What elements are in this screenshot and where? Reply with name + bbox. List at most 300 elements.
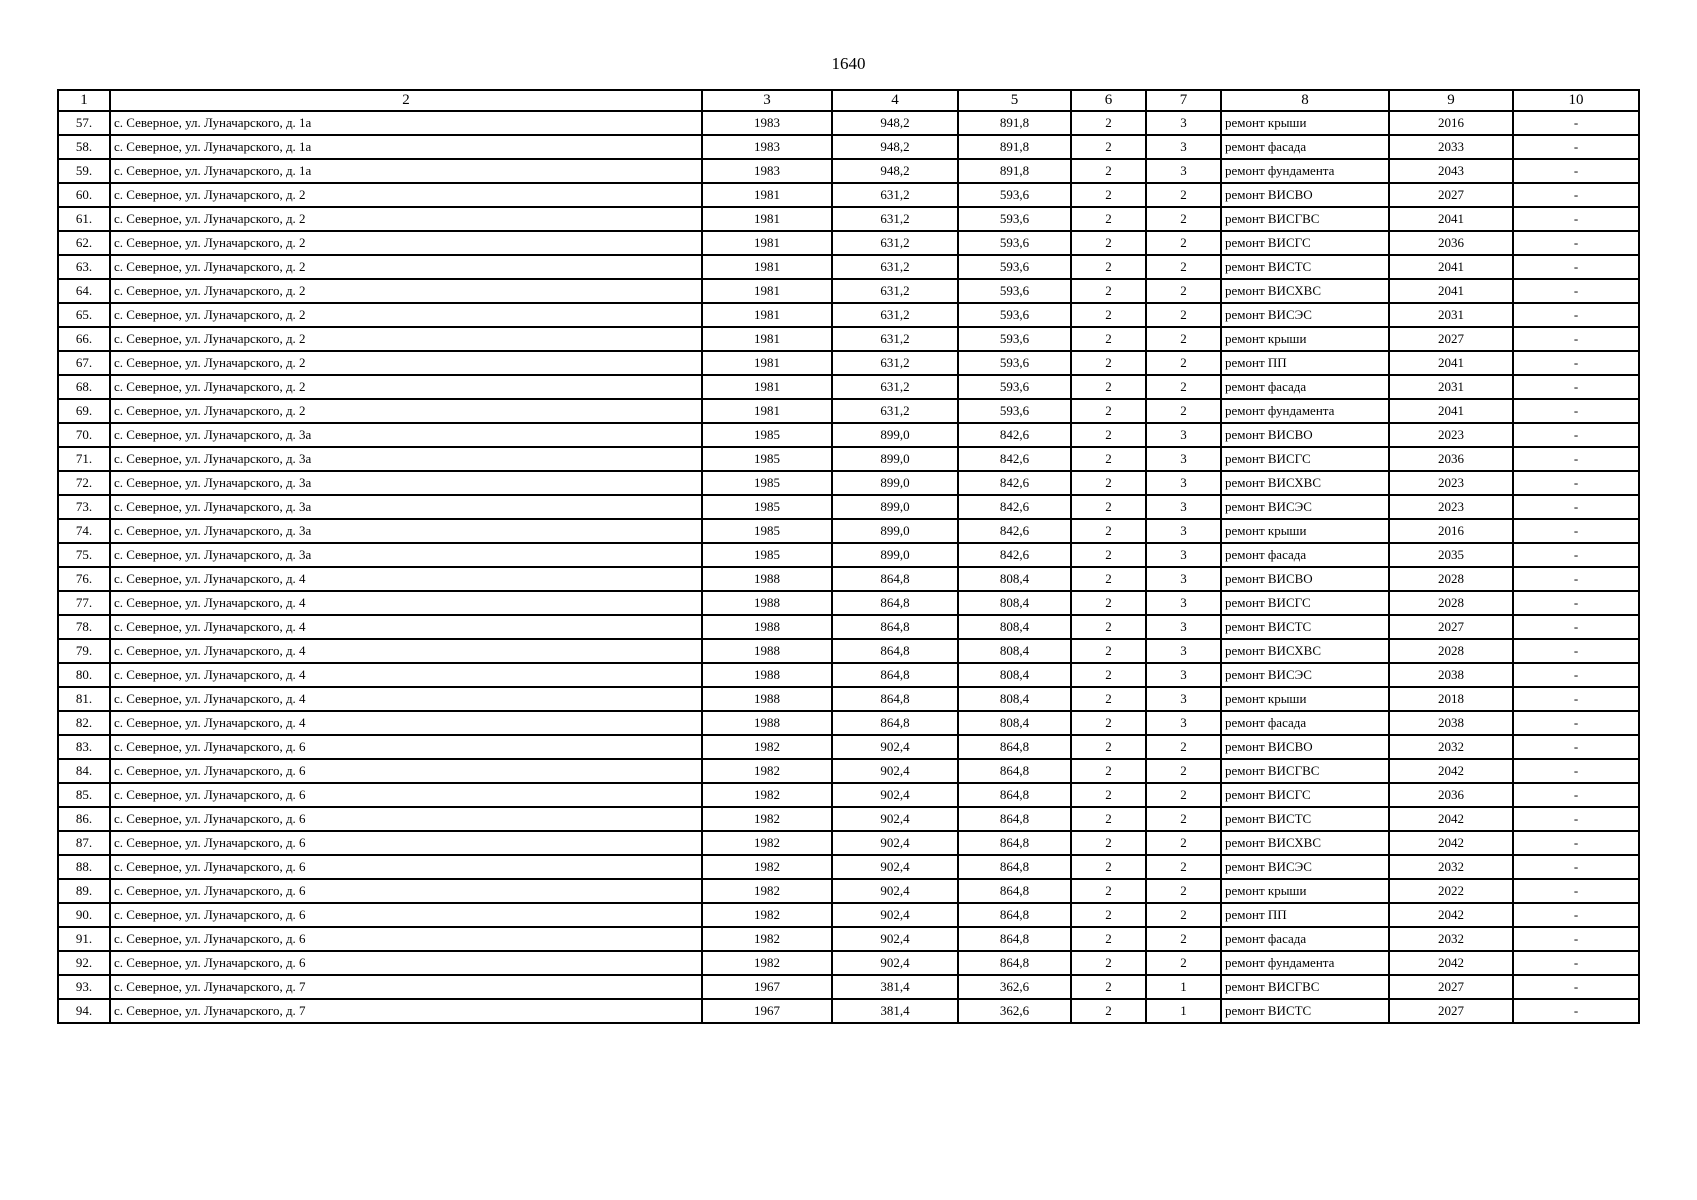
entrances-cell: 2 — [1146, 783, 1221, 807]
note-cell: - — [1513, 759, 1639, 783]
construction-year-cell: 1982 — [702, 903, 832, 927]
living-area-cell: 593,6 — [958, 399, 1071, 423]
table-row — [58, 735, 1639, 759]
total-area-cell: 381,4 — [832, 999, 958, 1023]
living-area-cell: 864,8 — [958, 927, 1071, 951]
table-row — [58, 975, 1639, 999]
table-row — [58, 111, 1639, 135]
living-area-cell: 864,8 — [958, 735, 1071, 759]
planned-year-cell: 2016 — [1389, 519, 1513, 543]
construction-year-cell: 1988 — [702, 687, 832, 711]
total-area-cell: 864,8 — [832, 591, 958, 615]
floors-cell: 2 — [1071, 375, 1146, 399]
entrances-cell: 3 — [1146, 519, 1221, 543]
total-area-cell: 902,4 — [832, 855, 958, 879]
entrances-cell: 2 — [1146, 375, 1221, 399]
note-cell: - — [1513, 423, 1639, 447]
entrances-cell: 3 — [1146, 111, 1221, 135]
living-area-cell: 808,4 — [958, 639, 1071, 663]
address-cell: с. Северное, ул. Луначарского, д. 1а — [110, 111, 702, 135]
total-area-cell: 899,0 — [832, 519, 958, 543]
address-cell: с. Северное, ул. Луначарского, д. 6 — [110, 807, 702, 831]
planned-year-cell: 2022 — [1389, 879, 1513, 903]
living-area-cell: 593,6 — [958, 327, 1071, 351]
column-header: 10 — [1513, 90, 1639, 111]
table-row — [58, 183, 1639, 207]
address-cell: с. Северное, ул. Луначарского, д. 4 — [110, 591, 702, 615]
total-area-cell: 864,8 — [832, 663, 958, 687]
column-header: 2 — [110, 90, 702, 111]
total-area-cell: 899,0 — [832, 471, 958, 495]
column-header: 3 — [702, 90, 832, 111]
planned-year-cell: 2042 — [1389, 903, 1513, 927]
work-type-cell: ремонт ВИСВО — [1221, 183, 1389, 207]
table-row — [58, 567, 1639, 591]
table-row — [58, 399, 1639, 423]
note-cell: - — [1513, 351, 1639, 375]
entrances-cell: 2 — [1146, 759, 1221, 783]
note-cell: - — [1513, 279, 1639, 303]
work-type-cell: ремонт фундамента — [1221, 951, 1389, 975]
note-cell: - — [1513, 855, 1639, 879]
row-number-cell: 84. — [58, 759, 110, 783]
note-cell: - — [1513, 999, 1639, 1023]
note-cell: - — [1513, 231, 1639, 255]
planned-year-cell: 2042 — [1389, 831, 1513, 855]
row-number-cell: 93. — [58, 975, 110, 999]
total-area-cell: 631,2 — [832, 303, 958, 327]
row-number-cell: 65. — [58, 303, 110, 327]
row-number-cell: 76. — [58, 567, 110, 591]
note-cell: - — [1513, 327, 1639, 351]
address-cell: с. Северное, ул. Луначарского, д. 4 — [110, 615, 702, 639]
work-type-cell: ремонт ВИСЭС — [1221, 495, 1389, 519]
row-number-cell: 82. — [58, 711, 110, 735]
living-area-cell: 864,8 — [958, 759, 1071, 783]
total-area-cell: 631,2 — [832, 231, 958, 255]
entrances-cell: 2 — [1146, 399, 1221, 423]
construction-year-cell: 1981 — [702, 279, 832, 303]
floors-cell: 2 — [1071, 207, 1146, 231]
living-area-cell: 808,4 — [958, 615, 1071, 639]
construction-year-cell: 1983 — [702, 135, 832, 159]
construction-year-cell: 1982 — [702, 807, 832, 831]
floors-cell: 2 — [1071, 423, 1146, 447]
table-row — [58, 207, 1639, 231]
floors-cell: 2 — [1071, 351, 1146, 375]
total-area-cell: 902,4 — [832, 879, 958, 903]
total-area-cell: 899,0 — [832, 543, 958, 567]
table-row — [58, 159, 1639, 183]
row-number-cell: 63. — [58, 255, 110, 279]
construction-year-cell: 1985 — [702, 471, 832, 495]
construction-year-cell: 1988 — [702, 567, 832, 591]
note-cell: - — [1513, 207, 1639, 231]
total-area-cell: 864,8 — [832, 687, 958, 711]
construction-year-cell: 1982 — [702, 879, 832, 903]
work-type-cell: ремонт фасада — [1221, 135, 1389, 159]
address-cell: с. Северное, ул. Луначарского, д. 3а — [110, 495, 702, 519]
note-cell: - — [1513, 951, 1639, 975]
row-number-cell: 57. — [58, 111, 110, 135]
total-area-cell: 864,8 — [832, 567, 958, 591]
floors-cell: 2 — [1071, 759, 1146, 783]
planned-year-cell: 2042 — [1389, 951, 1513, 975]
table-row — [58, 855, 1639, 879]
note-cell: - — [1513, 783, 1639, 807]
work-type-cell: ремонт крыши — [1221, 111, 1389, 135]
work-type-cell: ремонт крыши — [1221, 879, 1389, 903]
work-type-cell: ремонт ВИСХВС — [1221, 639, 1389, 663]
entrances-cell: 2 — [1146, 879, 1221, 903]
row-number-cell: 87. — [58, 831, 110, 855]
construction-year-cell: 1981 — [702, 183, 832, 207]
work-type-cell: ремонт ВИСТС — [1221, 999, 1389, 1023]
entrances-cell: 3 — [1146, 423, 1221, 447]
table-row — [58, 327, 1639, 351]
entrances-cell: 3 — [1146, 687, 1221, 711]
work-type-cell: ремонт фундамента — [1221, 159, 1389, 183]
total-area-cell: 899,0 — [832, 447, 958, 471]
note-cell: - — [1513, 735, 1639, 759]
floors-cell: 2 — [1071, 279, 1146, 303]
note-cell: - — [1513, 687, 1639, 711]
living-area-cell: 864,8 — [958, 879, 1071, 903]
living-area-cell: 593,6 — [958, 183, 1071, 207]
row-number-cell: 78. — [58, 615, 110, 639]
construction-year-cell: 1981 — [702, 327, 832, 351]
work-type-cell: ремонт ПП — [1221, 903, 1389, 927]
table-row — [58, 135, 1639, 159]
note-cell: - — [1513, 111, 1639, 135]
entrances-cell: 2 — [1146, 951, 1221, 975]
note-cell: - — [1513, 903, 1639, 927]
total-area-cell: 381,4 — [832, 975, 958, 999]
total-area-cell: 902,4 — [832, 927, 958, 951]
living-area-cell: 593,6 — [958, 255, 1071, 279]
total-area-cell: 631,2 — [832, 399, 958, 423]
address-cell: с. Северное, ул. Луначарского, д. 6 — [110, 951, 702, 975]
construction-year-cell: 1985 — [702, 423, 832, 447]
planned-year-cell: 2028 — [1389, 591, 1513, 615]
floors-cell: 2 — [1071, 303, 1146, 327]
address-cell: с. Северное, ул. Луначарского, д. 6 — [110, 855, 702, 879]
work-type-cell: ремонт ВИСЭС — [1221, 663, 1389, 687]
row-number-cell: 61. — [58, 207, 110, 231]
address-cell: с. Северное, ул. Луначарского, д. 2 — [110, 279, 702, 303]
total-area-cell: 899,0 — [832, 423, 958, 447]
construction-year-cell: 1982 — [702, 735, 832, 759]
address-cell: с. Северное, ул. Луначарского, д. 4 — [110, 639, 702, 663]
planned-year-cell: 2027 — [1389, 615, 1513, 639]
address-cell: с. Северное, ул. Луначарского, д. 4 — [110, 687, 702, 711]
planned-year-cell: 2027 — [1389, 327, 1513, 351]
table-row — [58, 951, 1639, 975]
entrances-cell: 1 — [1146, 999, 1221, 1023]
row-number-cell: 73. — [58, 495, 110, 519]
table-row — [58, 591, 1639, 615]
construction-year-cell: 1982 — [702, 783, 832, 807]
floors-cell: 2 — [1071, 591, 1146, 615]
planned-year-cell: 2036 — [1389, 783, 1513, 807]
table-row — [58, 903, 1639, 927]
construction-year-cell: 1985 — [702, 519, 832, 543]
row-number-cell: 83. — [58, 735, 110, 759]
total-area-cell: 864,8 — [832, 639, 958, 663]
planned-year-cell: 2041 — [1389, 279, 1513, 303]
entrances-cell: 3 — [1146, 591, 1221, 615]
floors-cell: 2 — [1071, 735, 1146, 759]
construction-year-cell: 1988 — [702, 639, 832, 663]
work-type-cell: ремонт ВИСГВС — [1221, 207, 1389, 231]
total-area-cell: 631,2 — [832, 183, 958, 207]
total-area-cell: 902,4 — [832, 831, 958, 855]
entrances-cell: 2 — [1146, 807, 1221, 831]
row-number-cell: 66. — [58, 327, 110, 351]
table-row — [58, 495, 1639, 519]
row-number-cell: 94. — [58, 999, 110, 1023]
table-row — [58, 231, 1639, 255]
row-number-cell: 92. — [58, 951, 110, 975]
row-number-cell: 77. — [58, 591, 110, 615]
work-type-cell: ремонт ВИСГВС — [1221, 759, 1389, 783]
entrances-cell: 2 — [1146, 183, 1221, 207]
entrances-cell: 3 — [1146, 663, 1221, 687]
living-area-cell: 808,4 — [958, 663, 1071, 687]
entrances-cell: 2 — [1146, 255, 1221, 279]
address-cell: с. Северное, ул. Луначарского, д. 6 — [110, 903, 702, 927]
address-cell: с. Северное, ул. Луначарского, д. 2 — [110, 399, 702, 423]
table-row — [58, 999, 1639, 1023]
row-number-cell: 72. — [58, 471, 110, 495]
row-number-cell: 89. — [58, 879, 110, 903]
column-header: 1 — [58, 90, 110, 111]
address-cell: с. Северное, ул. Луначарского, д. 4 — [110, 663, 702, 687]
floors-cell: 2 — [1071, 711, 1146, 735]
construction-year-cell: 1983 — [702, 111, 832, 135]
work-type-cell: ремонт ВИСВО — [1221, 735, 1389, 759]
address-cell: с. Северное, ул. Луначарского, д. 2 — [110, 207, 702, 231]
table-row — [58, 279, 1639, 303]
note-cell: - — [1513, 567, 1639, 591]
living-area-cell: 864,8 — [958, 855, 1071, 879]
planned-year-cell: 2033 — [1389, 135, 1513, 159]
table-row — [58, 831, 1639, 855]
table-row — [58, 927, 1639, 951]
row-number-cell: 58. — [58, 135, 110, 159]
row-number-cell: 79. — [58, 639, 110, 663]
construction-year-cell: 1982 — [702, 855, 832, 879]
total-area-cell: 948,2 — [832, 135, 958, 159]
table-row — [58, 879, 1639, 903]
construction-year-cell: 1982 — [702, 927, 832, 951]
table-body — [58, 111, 1639, 1023]
entrances-cell: 3 — [1146, 615, 1221, 639]
note-cell: - — [1513, 447, 1639, 471]
table-row — [58, 471, 1639, 495]
floors-cell: 2 — [1071, 663, 1146, 687]
note-cell: - — [1513, 663, 1639, 687]
planned-year-cell: 2041 — [1389, 351, 1513, 375]
note-cell: - — [1513, 303, 1639, 327]
row-number-cell: 90. — [58, 903, 110, 927]
work-type-cell: ремонт ВИСГС — [1221, 783, 1389, 807]
construction-year-cell: 1981 — [702, 255, 832, 279]
note-cell: - — [1513, 135, 1639, 159]
table-row — [58, 615, 1639, 639]
address-cell: с. Северное, ул. Луначарского, д. 3а — [110, 447, 702, 471]
floors-cell: 2 — [1071, 399, 1146, 423]
floors-cell: 2 — [1071, 927, 1146, 951]
work-type-cell: ремонт фундамента — [1221, 399, 1389, 423]
table-row — [58, 519, 1639, 543]
floors-cell: 2 — [1071, 831, 1146, 855]
planned-year-cell: 2027 — [1389, 183, 1513, 207]
floors-cell: 2 — [1071, 111, 1146, 135]
construction-year-cell: 1985 — [702, 543, 832, 567]
construction-year-cell: 1982 — [702, 759, 832, 783]
planned-year-cell: 2038 — [1389, 663, 1513, 687]
floors-cell: 2 — [1071, 183, 1146, 207]
living-area-cell: 891,8 — [958, 159, 1071, 183]
address-cell: с. Северное, ул. Луначарского, д. 1а — [110, 135, 702, 159]
table-row — [58, 783, 1639, 807]
address-cell: с. Северное, ул. Луначарского, д. 2 — [110, 327, 702, 351]
total-area-cell: 899,0 — [832, 495, 958, 519]
note-cell: - — [1513, 183, 1639, 207]
work-type-cell: ремонт крыши — [1221, 327, 1389, 351]
living-area-cell: 362,6 — [958, 975, 1071, 999]
row-number-cell: 62. — [58, 231, 110, 255]
entrances-cell: 2 — [1146, 831, 1221, 855]
floors-cell: 2 — [1071, 807, 1146, 831]
entrances-cell: 2 — [1146, 207, 1221, 231]
row-number-cell: 88. — [58, 855, 110, 879]
capital-repair-table — [57, 89, 1640, 1024]
note-cell: - — [1513, 927, 1639, 951]
row-number-cell: 91. — [58, 927, 110, 951]
work-type-cell: ремонт ВИСВО — [1221, 423, 1389, 447]
address-cell: с. Северное, ул. Луначарского, д. 2 — [110, 375, 702, 399]
column-header: 4 — [832, 90, 958, 111]
note-cell: - — [1513, 807, 1639, 831]
planned-year-cell: 2023 — [1389, 423, 1513, 447]
work-type-cell: ремонт ВИСХВС — [1221, 831, 1389, 855]
note-cell: - — [1513, 639, 1639, 663]
living-area-cell: 593,6 — [958, 303, 1071, 327]
address-cell: с. Северное, ул. Луначарского, д. 2 — [110, 255, 702, 279]
total-area-cell: 902,4 — [832, 759, 958, 783]
note-cell: - — [1513, 375, 1639, 399]
floors-cell: 2 — [1071, 951, 1146, 975]
construction-year-cell: 1988 — [702, 591, 832, 615]
address-cell: с. Северное, ул. Луначарского, д. 2 — [110, 303, 702, 327]
total-area-cell: 902,4 — [832, 951, 958, 975]
row-number-cell: 85. — [58, 783, 110, 807]
address-cell: с. Северное, ул. Луначарского, д. 7 — [110, 975, 702, 999]
address-cell: с. Северное, ул. Луначарского, д. 1а — [110, 159, 702, 183]
address-cell: с. Северное, ул. Луначарского, д. 2 — [110, 231, 702, 255]
work-type-cell: ремонт фасада — [1221, 927, 1389, 951]
table-row — [58, 255, 1639, 279]
row-number-cell: 67. — [58, 351, 110, 375]
living-area-cell: 891,8 — [958, 135, 1071, 159]
living-area-cell: 593,6 — [958, 231, 1071, 255]
construction-year-cell: 1981 — [702, 207, 832, 231]
address-cell: с. Северное, ул. Луначарского, д. 6 — [110, 831, 702, 855]
floors-cell: 2 — [1071, 999, 1146, 1023]
address-cell: с. Северное, ул. Луначарского, д. 6 — [110, 759, 702, 783]
total-area-cell: 948,2 — [832, 159, 958, 183]
living-area-cell: 864,8 — [958, 807, 1071, 831]
total-area-cell: 631,2 — [832, 279, 958, 303]
total-area-cell: 864,8 — [832, 615, 958, 639]
construction-year-cell: 1981 — [702, 351, 832, 375]
note-cell: - — [1513, 975, 1639, 999]
total-area-cell: 902,4 — [832, 735, 958, 759]
floors-cell: 2 — [1071, 855, 1146, 879]
living-area-cell: 842,6 — [958, 543, 1071, 567]
planned-year-cell: 2032 — [1389, 735, 1513, 759]
table-row — [58, 423, 1639, 447]
total-area-cell: 902,4 — [832, 783, 958, 807]
row-number-cell: 71. — [58, 447, 110, 471]
living-area-cell: 864,8 — [958, 903, 1071, 927]
planned-year-cell: 2038 — [1389, 711, 1513, 735]
note-cell: - — [1513, 543, 1639, 567]
column-header: 5 — [958, 90, 1071, 111]
living-area-cell: 891,8 — [958, 111, 1071, 135]
construction-year-cell: 1985 — [702, 495, 832, 519]
living-area-cell: 842,6 — [958, 471, 1071, 495]
note-cell: - — [1513, 255, 1639, 279]
work-type-cell: ремонт ВИСХВС — [1221, 279, 1389, 303]
work-type-cell: ремонт ВИСГС — [1221, 447, 1389, 471]
construction-year-cell: 1981 — [702, 399, 832, 423]
planned-year-cell: 2036 — [1389, 447, 1513, 471]
floors-cell: 2 — [1071, 567, 1146, 591]
construction-year-cell: 1982 — [702, 831, 832, 855]
planned-year-cell: 2041 — [1389, 207, 1513, 231]
row-number-cell: 68. — [58, 375, 110, 399]
address-cell: с. Северное, ул. Луначарского, д. 2 — [110, 183, 702, 207]
table-row — [58, 303, 1639, 327]
address-cell: с. Северное, ул. Луначарского, д. 3а — [110, 423, 702, 447]
entrances-cell: 2 — [1146, 903, 1221, 927]
total-area-cell: 902,4 — [832, 807, 958, 831]
entrances-cell: 2 — [1146, 231, 1221, 255]
construction-year-cell: 1967 — [702, 999, 832, 1023]
floors-cell: 2 — [1071, 471, 1146, 495]
construction-year-cell: 1982 — [702, 951, 832, 975]
planned-year-cell: 2023 — [1389, 495, 1513, 519]
total-area-cell: 631,2 — [832, 327, 958, 351]
floors-cell: 2 — [1071, 639, 1146, 663]
construction-year-cell: 1967 — [702, 975, 832, 999]
work-type-cell: ремонт ВИСХВС — [1221, 471, 1389, 495]
total-area-cell: 864,8 — [832, 711, 958, 735]
row-number-cell: 59. — [58, 159, 110, 183]
address-cell: с. Северное, ул. Луначарского, д. 3а — [110, 471, 702, 495]
total-area-cell: 631,2 — [832, 255, 958, 279]
address-cell: с. Северное, ул. Луначарского, д. 4 — [110, 567, 702, 591]
entrances-cell: 2 — [1146, 735, 1221, 759]
row-number-cell: 69. — [58, 399, 110, 423]
work-type-cell: ремонт ВИСЭС — [1221, 855, 1389, 879]
floors-cell: 2 — [1071, 687, 1146, 711]
construction-year-cell: 1988 — [702, 663, 832, 687]
note-cell: - — [1513, 831, 1639, 855]
